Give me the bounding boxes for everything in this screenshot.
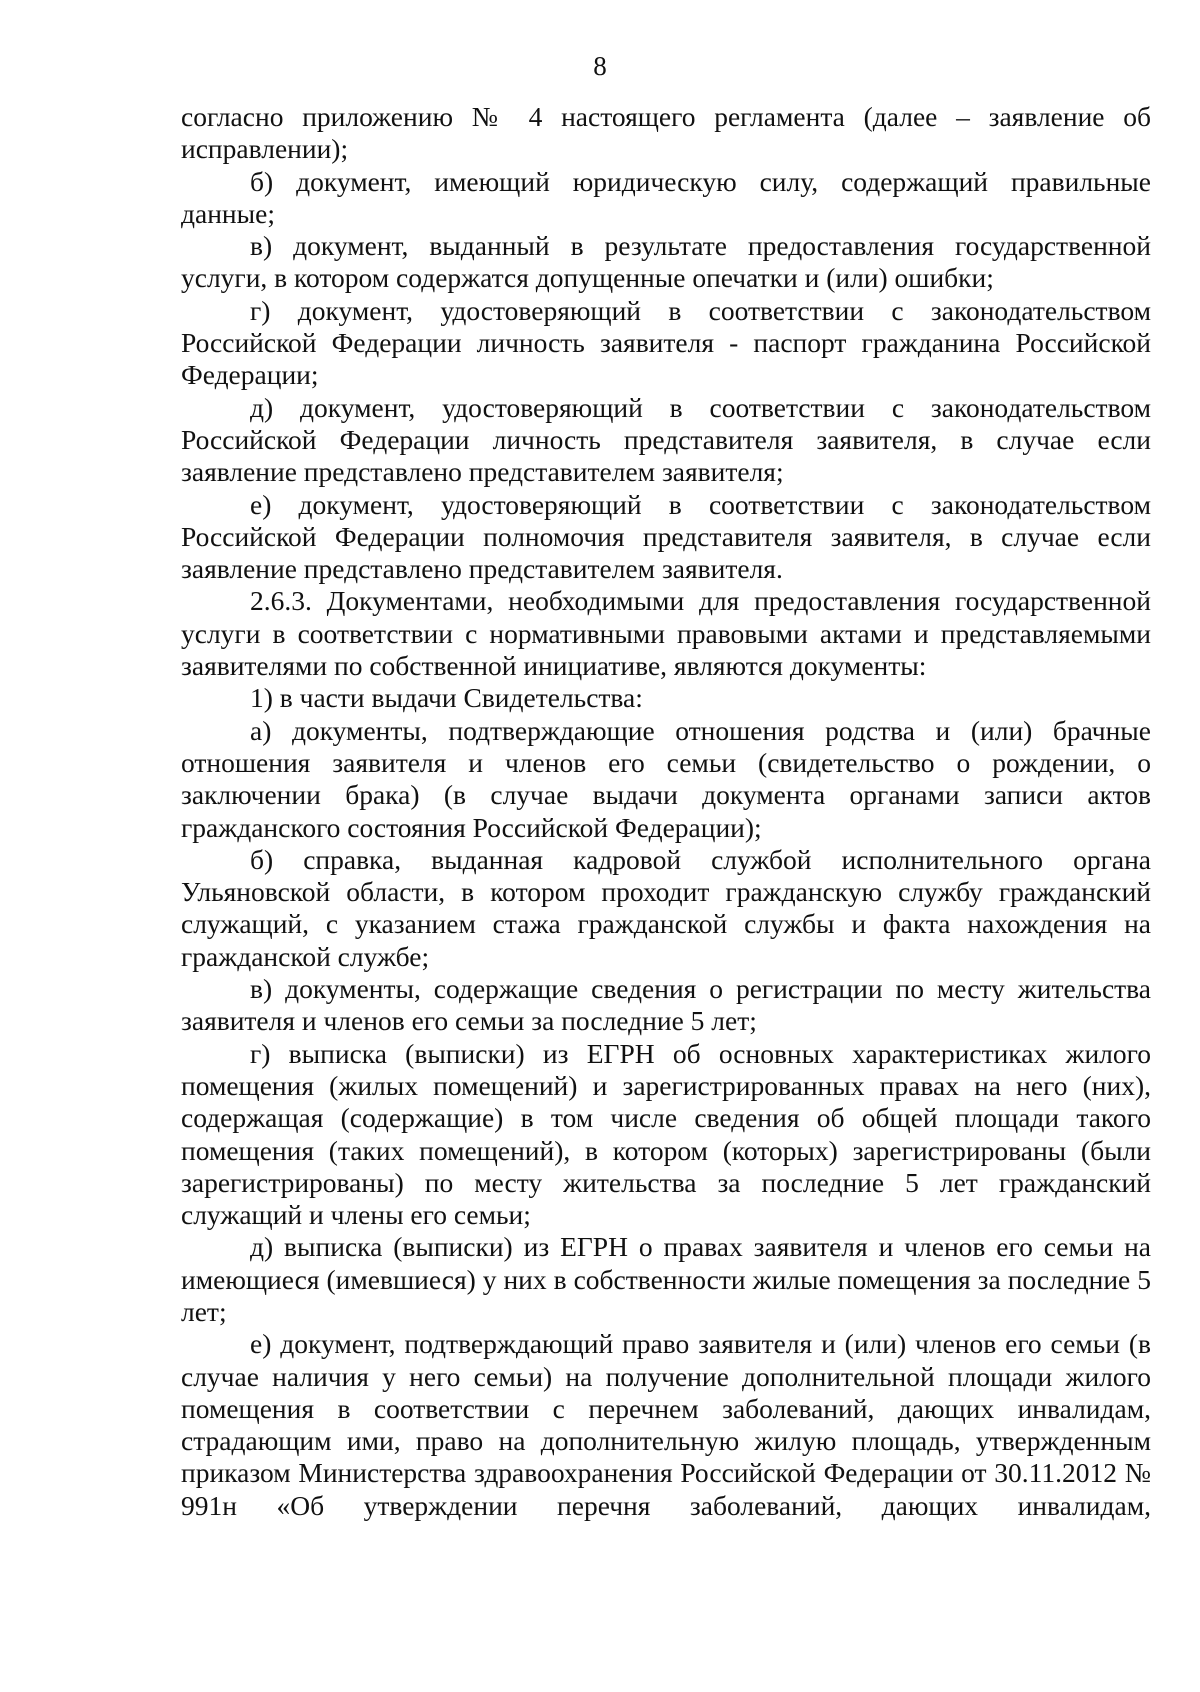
paragraph-item-e2: е) документ, подтверждающий право заявителя и (или) членов его семьи (в случае наличия у него семьи) на получение дополнительной площади жилого помещения в соответствии с перечнем заболеваний, дающих инвалидам, страдающим ими, право на дополнительную жилую площадь, утвержденным приказом Министерства здравоохранения Российской Федерации от 30.11.2012 № 991н «Об утверждении перечня заболеваний, дающих инвалидам,: [181, 1328, 1151, 1521]
paragraph-item-a: а) документы, подтверждающие отношения родства и (или) брачные отношения заявителя и членов его семьи (свидетельство о рождении, о заключении брака) (в случае выдачи документа органами записи актов гражданского состояния Российской Федерации);: [181, 714, 1151, 843]
paragraph-item-v2: в) документы, содержащие сведения о регистрации по месту жительства заявителя и членов его семьи за последние 5 лет;: [181, 973, 1151, 1037]
paragraph-continuation: согласно приложению № 4 настоящего регламента (далее – заявление об исправлении);: [181, 101, 1151, 165]
page-number: 8: [593, 51, 607, 81]
paragraph-item-g2: г) выписка (выписки) из ЕГРН об основных характеристиках жилого помещения (жилых помещений) и зарегистрированных правах на него (них), содержащая (содержащие) в том числе сведения об общей площади такого помещения (таких помещений), в котором (которых) зарегистрированы (были зарегистрированы) по месту жительства за последние 5 лет гражданский служащий и члены его семьи;: [181, 1037, 1151, 1231]
paragraph-item-d: д) документ, удостоверяющий в соответствии с законодательством Российской Федерации личность представителя заявителя, в случае если заявление представлено представителем заявителя;: [181, 391, 1151, 488]
paragraph-subsection-1: 1) в части выдачи Свидетельства:: [250, 682, 643, 714]
paragraph-section-2-6-3: 2.6.3. Документами, необходимыми для предоставления государственной услуги в соответствии с нормативными правовыми актами и представляемыми заявителями по собственной инициативе, являются документы:: [181, 585, 1151, 682]
paragraph-item-g: г) документ, удостоверяющий в соответствии с законодательством Российской Федерации личность заявителя - паспорт гражданина Российской Федерации;: [181, 294, 1151, 391]
paragraph-item-v: в) документ, выданный в результате предоставления государственной услуги, в котором содержатся допущенные опечатки и (или) ошибки;: [181, 230, 1151, 294]
paragraph-item-b2: б) справка, выданная кадровой службой исполнительного органа Ульяновской области, в котором проходит гражданскую службу гражданский служащий, с указанием стажа гражданской службы и факта нахождения на гражданской службе;: [181, 843, 1151, 972]
paragraph-item-e: е) документ, удостоверяющий в соответствии с законодательством Российской Федерации полномочия представителя заявителя, в случае если заявление представлено представителем заявителя.: [181, 488, 1151, 585]
document-body: [181, 101, 1151, 1522]
paragraph-item-d2: д) выписка (выписки) из ЕГРН о правах заявителя и членов его семьи на имеющиеся (имевшиеся) у них в собственности жилые помещения за последние 5 лет;: [181, 1231, 1151, 1327]
paragraph-item-b: б) документ, имеющий юридическую силу, содержащий правильные данные;: [181, 165, 1151, 229]
